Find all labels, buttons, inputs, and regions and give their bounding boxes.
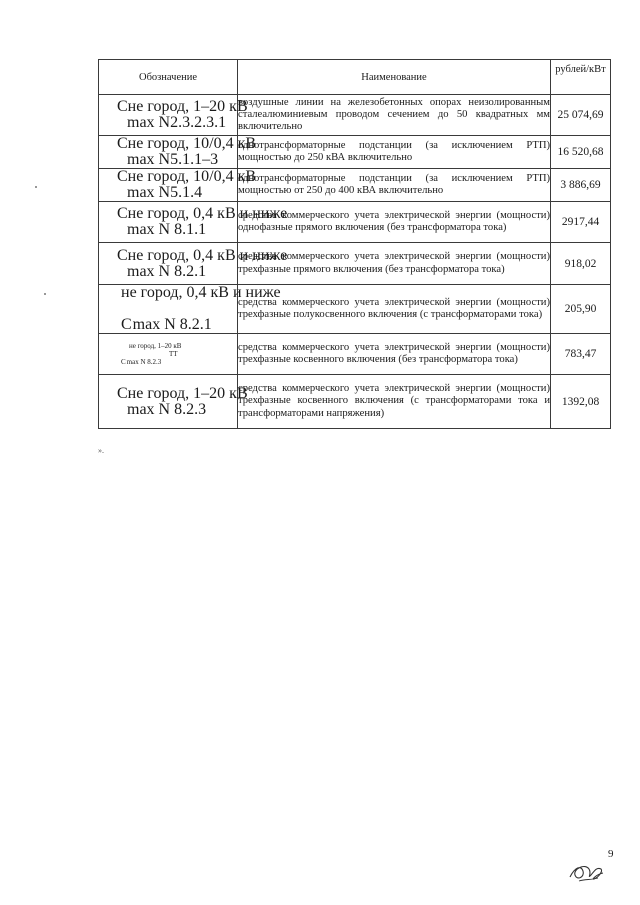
designation-subscript: max N 8.2.3 <box>127 400 207 418</box>
header-name: Наименование <box>238 60 551 95</box>
designation-subscript: max N2.3.2.3.1 <box>127 114 227 131</box>
value-cell: 783,47 <box>551 334 611 375</box>
tariff-table <box>98 59 611 429</box>
value-cell: 16 520,68 <box>551 136 611 169</box>
table-row <box>99 375 611 429</box>
name-cell: средства коммерческого учета электрической энергии (мощности) трехфазные полукосвенного включения (с трансформаторами тока) <box>238 285 551 334</box>
designation-superscript: не город, 10/0,4 кВ <box>127 135 257 152</box>
designation-superscript: не город, 1–20 кВ <box>127 384 248 402</box>
scan-speck <box>35 186 37 188</box>
table-row <box>99 243 611 285</box>
name-cell: однотрансформаторные подстанции (за исключением РТП) мощностью до 250 кВА включительно <box>238 136 551 169</box>
designation-superscript: не город, 0,4 кВ и ниже <box>121 284 281 301</box>
designation-subscript: max N5.1.4 <box>127 184 203 201</box>
closing-quote: ». <box>98 446 104 455</box>
designation-superscript: не город, 0,4 кВ и ниже <box>127 246 288 264</box>
value-cell: 3 886,69 <box>551 169 611 202</box>
designation-subscript: max N 8.2.1 <box>132 316 212 333</box>
designation-cell: Cне город, 10/0,4 кВ max N5.1.4 <box>99 169 238 202</box>
table-row <box>99 202 611 243</box>
designation-subscript: max N 8.1.1 <box>127 221 207 238</box>
table-header-row <box>99 60 611 95</box>
table-row <box>99 169 611 202</box>
value-cell: 1392,08 <box>551 375 611 429</box>
table-row <box>99 95 611 136</box>
designation-cell: не город, 1–20 кВ ТТ Cmax N 8.2.3 <box>99 334 238 375</box>
value-cell: 205,90 <box>551 285 611 334</box>
designation-subscript: max N 8.2.3 <box>126 358 162 366</box>
table-row <box>99 285 611 334</box>
header-designation: Обозначение <box>99 60 238 95</box>
name-cell: средства коммерческого учета электрической энергии (мощности) трехфазные прямого включения (без трансформатора тока) <box>238 243 551 285</box>
name-cell: однотрансформаторные подстанции (за исключением РТП) мощностью от 250 до 400 кВА включительно <box>238 169 551 202</box>
name-cell: средства коммерческого учета электрической энергии (мощности) трехфазные косвенного включения (с трансформаторами тока и трансформаторами напряжения) <box>238 375 551 429</box>
designation-superscript: не город, 0,4 кВ и ниже <box>127 205 288 222</box>
designation-subscript: max N 8.2.1 <box>127 262 207 280</box>
designation-cell: Cне город, 10/0,4 кВ max N5.1.1–3 <box>99 136 238 169</box>
name-cell: средства коммерческого учета электрической энергии (мощности) трехфазные косвенного включения (без трансформатора тока) <box>238 334 551 375</box>
designation-subscript: max N5.1.1–3 <box>127 151 219 168</box>
page-number: 9 <box>608 848 614 860</box>
designation-superscript: не город, 10/0,4 кВ <box>127 168 257 185</box>
designation-cell: Cне город, 1–20 кВ max N2.3.2.3.1 <box>99 95 238 136</box>
designation-cell: Cне город, 1–20 кВ max N 8.2.3 <box>99 375 238 429</box>
scan-speck <box>44 293 46 295</box>
table-row <box>99 136 611 169</box>
designation-cell: не город, 0,4 кВ и ниже Cmax N 8.2.1 <box>99 285 238 334</box>
signature-icon <box>567 855 607 885</box>
designation-cell: Cне город, 0,4 кВ и ниже max N 8.1.1 <box>99 202 238 243</box>
header-unit: рублей/кВт <box>551 60 611 95</box>
designation-mid-label: ТТ <box>169 350 178 358</box>
table-row <box>99 334 611 375</box>
designation-cell: Cне город, 0,4 кВ и ниже max N 8.2.1 <box>99 243 238 285</box>
designation-superscript: не город, 1–20 кВ <box>127 98 248 115</box>
value-cell: 918,02 <box>551 243 611 285</box>
name-cell: воздушные линии на железобетонных опорах неизолированным сталеалюминиевым проводом сечением до 50 квадратных мм включительно <box>238 95 551 136</box>
name-cell: средства коммерческого учета электрической энергии (мощности) однофазные прямого включения (без трансформатора тока) <box>238 202 551 243</box>
designation-superscript: не город, 1–20 кВ <box>129 342 182 350</box>
value-cell: 2917,44 <box>551 202 611 243</box>
value-cell: 25 074,69 <box>551 95 611 136</box>
